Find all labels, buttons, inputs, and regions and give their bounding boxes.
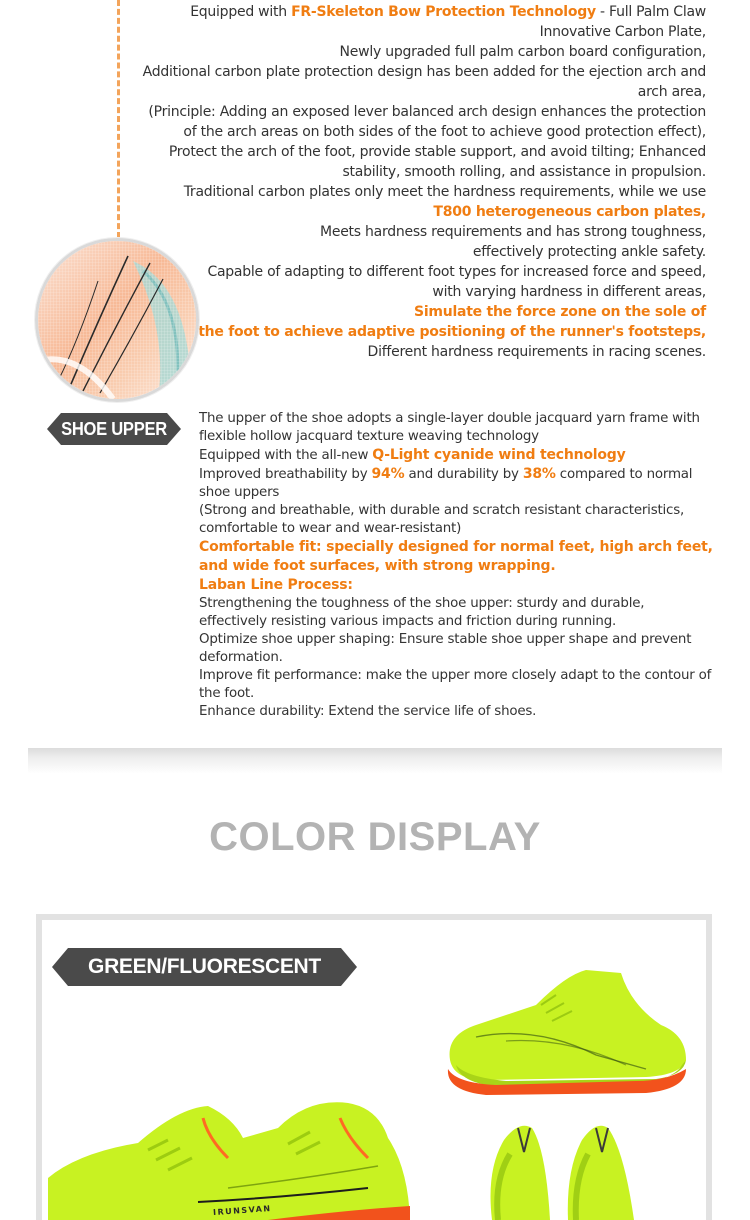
body-text: deformation. [199, 650, 283, 665]
text-line [106, 262, 706, 282]
highlight-text: 38% [522, 466, 556, 482]
body-text: with varying hardness in different areas, [432, 284, 706, 300]
text-line [199, 667, 714, 685]
body-text: and durability by [404, 467, 523, 482]
color-display-title: COLOR DISPLAY [209, 815, 541, 859]
section-divider [28, 748, 722, 774]
body-text: - Full Palm Claw [595, 4, 706, 20]
body-text: effectively resisting various impacts and friction during running. [199, 614, 617, 629]
highlight-text: Simulate the force zone on the sole of [414, 304, 706, 320]
body-text: Newly upgraded full palm carbon board configuration, [339, 44, 706, 60]
text-line [199, 446, 714, 465]
text-line [106, 142, 706, 162]
text-line [106, 342, 706, 362]
body-text: Traditional carbon plates only meet the hardness requirements, while we use [183, 184, 706, 200]
shoe-upper-description [199, 410, 714, 721]
text-line [106, 42, 706, 62]
text-line [199, 484, 714, 502]
highlight-text: T800 heterogeneous carbon plates, [433, 204, 706, 220]
text-line [199, 631, 714, 649]
text-line [106, 62, 706, 82]
text-line [199, 520, 714, 538]
text-line [106, 202, 706, 222]
text-line [199, 576, 714, 595]
text-line [106, 22, 706, 42]
body-text: Improved breathability by [199, 467, 372, 482]
body-text: Equipped with the all-new [199, 448, 373, 463]
body-text: effectively protecting ankle safety. [472, 244, 706, 260]
text-line [199, 595, 714, 613]
text-line [199, 649, 714, 667]
body-text: Different hardness requirements in racing scenes. [367, 344, 706, 360]
body-text: Innovative Carbon Plate, [539, 24, 706, 40]
carbon-plate-detail-image [35, 238, 199, 402]
text-line [106, 242, 706, 262]
text-line [106, 2, 706, 22]
brand-logo-text: IRUNSVAN [212, 1203, 272, 1218]
body-text: Capable of adapting to different foot types for increased force and speed, [207, 264, 706, 280]
body-text: Enhance durability: Extend the service life of shoes. [199, 704, 537, 719]
body-text: flexible hollow jacquard texture weaving technology [199, 429, 539, 444]
body-text: Strengthening the toughness of the shoe upper: sturdy and durable, [199, 596, 645, 611]
body-text: Equipped with [190, 4, 292, 20]
body-text: Improve fit performance: make the upper more closely adapt to the contour of [199, 668, 712, 683]
body-text: compared to normal [555, 467, 693, 482]
body-text: shoe uppers [199, 485, 280, 500]
body-text: Optimize shoe upper shaping: Ensure stable shoe upper shape and prevent [199, 632, 692, 647]
text-line [106, 222, 706, 242]
body-text: The upper of the shoe adopts a single-layer double jacquard yarn frame with [199, 411, 700, 426]
text-line [199, 613, 714, 631]
text-line [199, 538, 714, 557]
text-line [199, 465, 714, 484]
highlight-text: Q-Light cyanide wind technology [372, 447, 626, 463]
body-text: Meets hardness requirements and has strong toughness, [320, 224, 706, 240]
body-text: (Strong and breathable, with durable and scratch resistant characteristics, [199, 503, 685, 518]
shoe-pair-main-image [48, 1098, 413, 1220]
text-line [106, 82, 706, 102]
body-text: the foot. [199, 686, 255, 701]
text-line [106, 182, 706, 202]
shoe-side-view-image [446, 965, 688, 1100]
highlight-text: the foot to achieve adaptive positioning of the runner's footsteps, [198, 324, 706, 340]
body-text: (Principle: Adding an exposed lever balanced arch design enhances the protection [148, 104, 706, 120]
text-line [106, 122, 706, 142]
color-variant-label: GREEN/FLUORESCENT GREEN [88, 955, 321, 1016]
highlight-text: and wide foot surfaces, with strong wrapping. [199, 558, 556, 574]
body-text: Additional carbon plate protection design has been added for the ejection arch and [142, 64, 706, 80]
body-text: of the arch areas on both sides of the foot to achieve good protection effect), [183, 124, 706, 140]
shoe-upper-tag [47, 413, 181, 445]
highlight-text: 94% [371, 466, 405, 482]
text-line [199, 703, 714, 721]
body-text: comfortable to wear and wear-resistant) [199, 521, 462, 536]
text-line [199, 428, 714, 446]
highlight-text: FR-Skeleton Bow Protection Technology [291, 4, 596, 20]
color-variant-tag [52, 948, 357, 1016]
text-line [199, 410, 714, 428]
shoe-upper-tag-label: SHOE UPPER [61, 419, 167, 439]
text-line [106, 162, 706, 182]
shoe-rear-view-image [484, 1120, 644, 1220]
body-text: stability, smooth rolling, and assistance in propulsion. [342, 164, 706, 180]
text-line [106, 102, 706, 122]
highlight-text: Laban Line Process: [199, 577, 353, 593]
body-text: Protect the arch of the foot, provide stable support, and avoid tilting; Enhanced [168, 144, 706, 160]
text-line [199, 557, 714, 576]
highlight-text: Comfortable fit: specially designed for normal feet, high arch feet, [199, 539, 713, 555]
text-line [199, 685, 714, 703]
body-text: arch area, [637, 84, 706, 100]
text-line [199, 502, 714, 520]
